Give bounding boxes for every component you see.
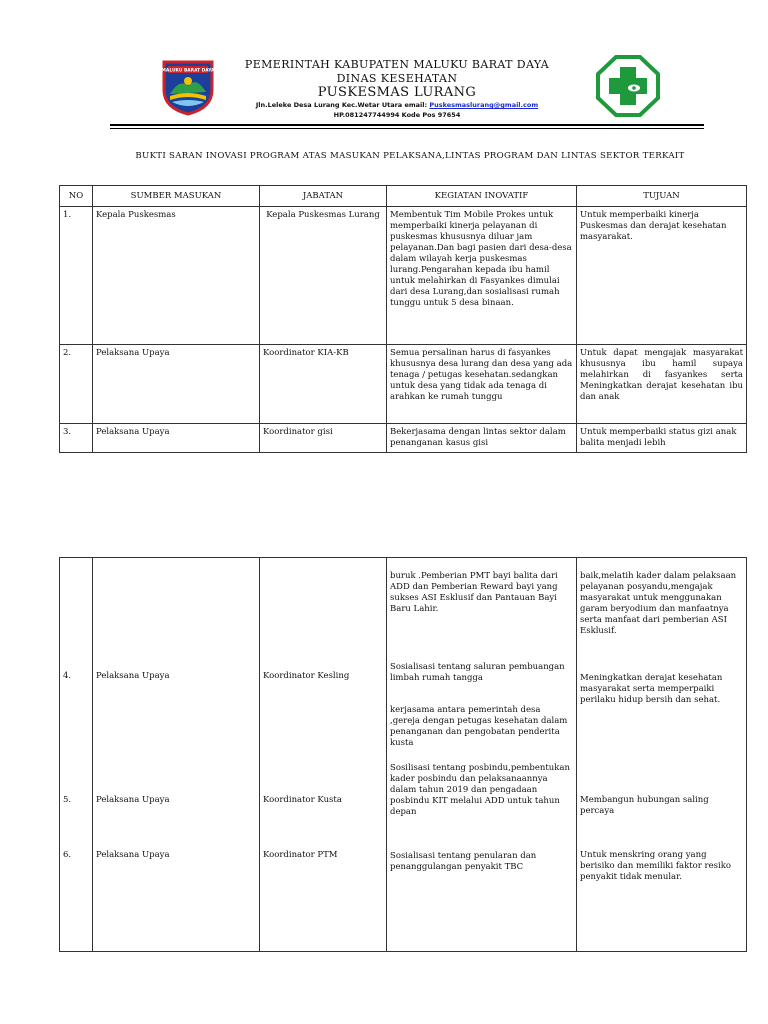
row-sumber: Pelaksana Upaya — [96, 795, 170, 805]
row-sumber: Kepala Puskesmas — [93, 207, 260, 345]
regency-shield-emblem-icon — [160, 56, 216, 116]
row-jabatan: Koordinator Kesling — [263, 671, 350, 681]
header-sumber-masukan: SUMBER MASUKAN — [93, 186, 260, 207]
row-kegiatan-column — [387, 558, 577, 952]
row-no: 4. — [63, 671, 72, 681]
document-title: BUKTI SARAN INOVASI PROGRAM ATAS MASUKAN PELAKSANA,LINTAS PROGRAM DAN LINTAS SEKTOR TERKAIT — [135, 151, 685, 161]
puskesmas-name: PUSKESMAS LURANG — [317, 85, 477, 100]
row-no: 1. — [60, 207, 93, 345]
kegiatan-kesling: Sosialisasi tentang saluran pembuangan limbah rumah tangga — [390, 662, 565, 683]
tujuan-continued: baik,melatih kader dalam pelaksaan pelayanan posyandu,mengajak masyarakat untuk menggunakan garam beryodium dan manfaatnya serta manfaat dari pemberian ASI Esklusif. — [580, 571, 737, 636]
row-sumber: Pelaksana Upaya — [96, 671, 170, 681]
tujuan-ptm: Untuk menskring orang yang berisiko dan memiliki faktor resiko penyakit tidak menular. — [580, 850, 731, 882]
table-row — [60, 558, 747, 952]
innovation-table-part-2 — [59, 557, 747, 952]
kegiatan-continued: buruk .Pemberian PMT bayi balita dari ADD dan Pemberian Reward bayi yang sukses ASI Esklusif dan Pantauan Bayi Baru Lahir. — [390, 571, 558, 614]
row-jabatan: Koordinator Kusta — [263, 795, 342, 805]
row-no: 3. — [60, 424, 93, 453]
row-tujuan: Untuk memperbaiki status gizi anak balita menjadi lebih — [577, 424, 747, 453]
address-line — [232, 100, 562, 111]
row-kegiatan: Semua persalinan harus di fasyankes khususnya desa lurang dan desa yang ada tenaga / petugas kesehatan.sedangkan untuk desa yang tidak ada tenaga di arahkan ke rumah tunggu — [387, 345, 577, 424]
header-kegiatan-inovatif: KEGIATAN INOVATIF — [387, 186, 577, 207]
tujuan-kesling: Meningkatkan derajat kesehatan masyarakat serta memperpaiki perilaku hidup bersih dan sehat. — [580, 673, 723, 705]
row-jabatan: Koordinator PTM — [263, 850, 338, 860]
puskesmas-green-cross-icon — [596, 55, 660, 117]
row-sumber: Pelaksana Upaya — [96, 850, 170, 860]
kegiatan-ptm: Sosilisasi tentang posbindu,pembentukan kader posbindu dan pelaksanaannya dalam tahun 2019 dan pengadaan posbindu KIT melalui ADD untuk tahun depan — [390, 763, 570, 817]
row-jabatan: Koordinator KIA-KB — [260, 345, 387, 424]
row-kegiatan: Bekerjasama dengan lintas sektor dalam penanganan kasus gisi — [387, 424, 577, 453]
row-jabatan: Kepala Puskesmas Lurang — [260, 207, 387, 345]
letterhead — [232, 58, 562, 120]
table-row — [60, 345, 747, 424]
row-tujuan: Untuk dapat mengajak masyarakat khususnya ibu hamil supaya melahirkan di fasyankes serta Meningkatkan derajat kesehatan ibu dan anak — [577, 345, 747, 424]
header-no: NO — [60, 186, 93, 207]
row-jabatan-column — [260, 558, 387, 952]
kegiatan-tbc: Sosialisasi tentang penularan dan penanggulangan penyakit TBC — [390, 851, 537, 872]
row-kegiatan: Membentuk Tim Mobile Prokes untuk memperbaiki kinerja pelayanan di puskesmas khususnya diluar jam pelayanan.Dan bagi pasien dari desa-desa dalam wilayah kerja puskesmas lurang.Pengarahan kepada ibu hamil untuk melahirkan di Fasyankes dimulai dari desa Lurang,dan sosialisasi rumah tunggu untuk 5 desa binaan. — [387, 207, 577, 345]
row-no: 6. — [63, 850, 72, 860]
address-text: Jln.Leleke Desa Lurang Kec.Wetar Utara email: — [255, 101, 428, 109]
innovation-table-part-1 — [59, 185, 747, 453]
header-jabatan: JABATAN — [260, 186, 387, 207]
row-jabatan: Koordinator gisi — [260, 424, 387, 453]
row-no: 5. — [63, 795, 72, 805]
row-no: 2. — [60, 345, 93, 424]
row-sumber-column — [93, 558, 260, 952]
phone-line: HP.081247744994 Kode Pos 97654 — [333, 111, 461, 119]
tujuan-kusta: Membangun hubungan saling percaya — [580, 795, 709, 816]
letterhead-rule-thin — [110, 128, 704, 129]
table-row — [60, 207, 747, 345]
row-sumber: Pelaksana Upaya — [93, 424, 260, 453]
kegiatan-kusta: kerjasama antara pemerintah desa ,gereja dengan petugas kesehatan dalam penanganan dan pengobatan penderita kusta — [390, 705, 568, 748]
government-name: PEMERINTAH KABUPATEN MALUKU BARAT DAYA — [244, 58, 550, 71]
email-link[interactable]: Puskesmaslurang@gmail.com — [429, 101, 539, 109]
row-sumber: Pelaksana Upaya — [93, 345, 260, 424]
table-row — [60, 424, 747, 453]
left-logo-text: MALUKU BARAT DAYA — [161, 68, 215, 74]
row-no-column — [60, 558, 93, 952]
row-tujuan-column — [577, 558, 747, 952]
row-tujuan: Untuk memperbaiki kinerja Puskesmas dan derajat kesehatan masyarakat. — [577, 207, 747, 345]
department-name: DINAS KESEHATAN — [336, 72, 458, 85]
table-header-row — [60, 186, 747, 207]
letterhead-rule-thick — [110, 124, 704, 126]
header-tujuan: TUJUAN — [577, 186, 747, 207]
